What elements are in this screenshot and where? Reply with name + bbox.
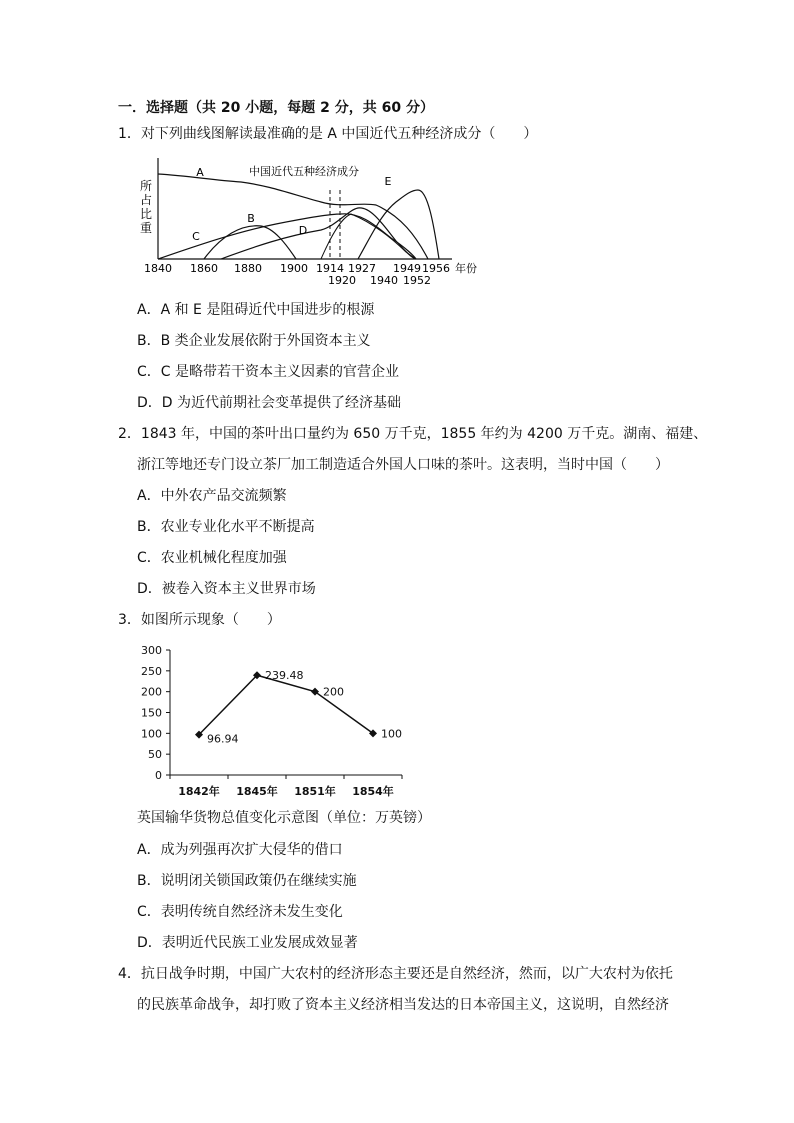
question-1-stem: 1．对下列曲线图解读最准确的是 A 中国近代五种经济成分（ ） [118,126,538,142]
q3-option-d: D．表明近代民族工业发展成效显著 [137,935,358,951]
curve-b [204,226,296,259]
q1-tick-1952: 1952 [403,274,431,286]
q2-option-c: C．农业机械化程度加强 [137,550,287,566]
question-4-stem-line1: 4．抗日战争时期，中国广大农村的经济形态主要还是自然经济，然而，以广大农村为依托 [118,966,673,982]
q1-figure-title: 中国近代五种经济成分 [249,165,359,178]
q3-data-label: 200 [323,685,344,699]
q3-ytick-label: 200 [141,685,162,699]
section-title: 一．选择题（共 20 小题，每题 2 分，共 60 分） [118,100,434,116]
q1-tick-1949: 1949 [393,262,421,275]
q3-series-line [199,675,373,734]
q1-option-a: A．A 和 E 是阻碍近代中国进步的根源 [137,302,375,318]
q3-ytick-label: 0 [155,769,162,782]
q1-tick-1914: 1914 [316,262,344,275]
q1-figure [136,156,496,286]
q3-data-label: 100 [381,727,402,741]
curve-label-e: E [384,175,392,188]
question-2-stem-line1: 2．1843 年，中国的茶叶出口量约为 650 万千克，1855 年约为 4200 万千克。湖南、福建、 [118,426,708,442]
q1-tick-1860: 1860 [190,262,218,275]
q1-ylabel-2: 比 [139,207,153,221]
q1-ylabel-3: 重 [139,221,153,235]
q1-ylabel-0: 所 [139,179,153,193]
question-4-stem-line2: 的民族革命战争，却打败了资本主义经济相当发达的日本帝国主义，这说明，自然经济 [137,997,669,1013]
q1-option-b: B．B 类企业发展依附于外国资本主义 [137,333,371,349]
q3-caption: 英国输华货物总值变化示意图（单位：万英镑） [137,810,431,826]
curve-label-a: A [196,166,204,179]
q3-data-label: 96.94 [207,732,239,746]
q1-tick-1920: 1920 [328,274,356,286]
curve-label-c: C [192,230,200,243]
q1-tick-1840: 1840 [144,262,172,275]
q1-tick-1927: 1927 [348,262,376,275]
q1-tick-1900: 1900 [280,262,308,275]
q3-ytick-label: 50 [148,748,162,762]
q2-option-b: B．农业专业化水平不断提高 [137,519,315,535]
q3-ytick-label: 250 [141,664,162,678]
q1-tick-1956: 1956 [422,262,450,275]
question-3-stem: 3．如图所示现象（ ） [118,612,281,628]
curve-label-b: B [247,212,255,225]
q1-ylabel-1: 占 [139,193,153,207]
q3-option-a: A．成为列强再次扩大侵华的借口 [137,842,343,858]
q3-option-c: C．表明传统自然经济未发生变化 [137,904,343,920]
q3-xtick-label: 1845年 [236,785,278,798]
q3-xtick-label: 1851年 [294,785,336,798]
q3-option-b: B．说明闭关锁国政策仍在继续实施 [137,873,357,889]
curve-label-d: D [298,224,308,237]
q1-tick-1880: 1880 [234,262,262,275]
q3-ytick-label: 100 [141,727,162,741]
curve-e [358,190,439,259]
q1-option-c: C．C 是略带若干资本主义因素的官营企业 [137,364,399,380]
q1-x-unit: 年份 [455,262,477,275]
q3-ytick-label: 150 [141,706,162,720]
q2-option-d: D．被卷入资本主义世界市场 [137,581,316,597]
q1-tick-1940: 1940 [370,274,398,286]
q3-ytick-label: 300 [141,644,162,657]
question-2-stem-line2: 浙江等地还专门设立茶厂加工制造适合外国人口味的茶叶。这表明，当时中国（ ） [137,457,669,473]
q2-option-a: A．中外农产品交流频繁 [137,488,287,504]
q3-xtick-label: 1842年 [178,785,220,798]
q3-xtick-label: 1854年 [352,785,394,798]
q3-line-chart [130,640,420,800]
q3-data-label: 239.48 [265,669,304,683]
q1-option-d: D．D 为近代前期社会变革提供了经济基础 [137,395,402,411]
